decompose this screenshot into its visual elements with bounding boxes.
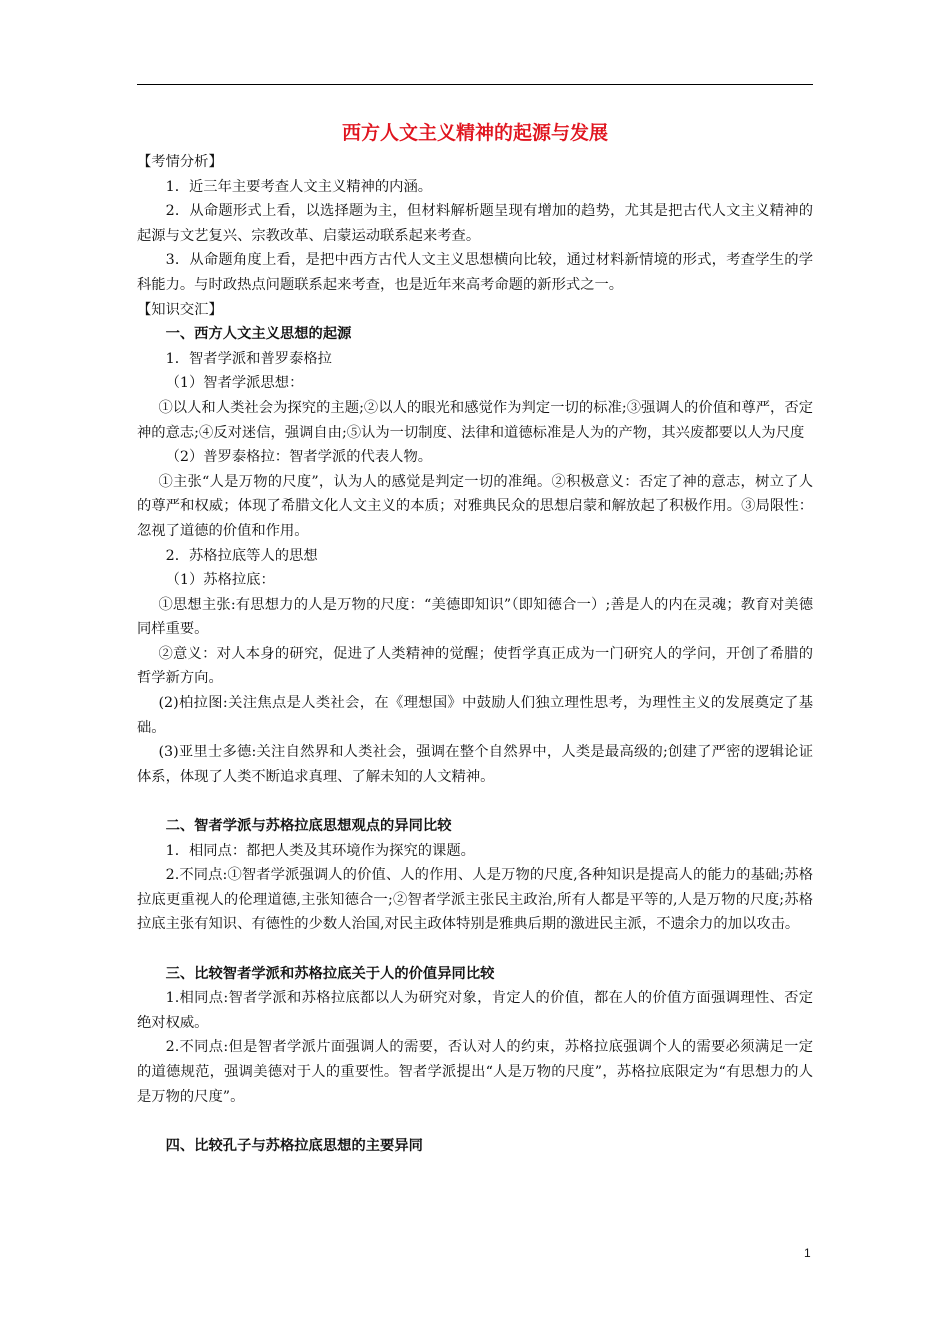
- document-body: [137, 120, 813, 1158]
- paragraph: (2)柏拉图:关注焦点是人类社会，在《理想国》中鼓励人们独立理性思考，为理性主义的发展奠定了基础。: [137, 695, 813, 736]
- paragraph: 1．相同点：都把人类及其环境作为探究的课题。: [165, 842, 475, 859]
- paragraph: (3)亚里士多德:关注自然界和人类社会，强调在整个自然界中，人类是最高级的;创建了严密的逻辑论证体系，体现了人类不断追求真理、了解未知的人文精神。: [137, 744, 813, 785]
- paragraph: 1．智者学派和普罗泰格拉: [165, 350, 332, 367]
- spacer: [137, 789, 813, 814]
- heading-4: 四、比较孔子与苏格拉底思想的主要异同: [165, 1137, 423, 1154]
- section-label-kaoqing: 【考情分析】: [137, 154, 223, 170]
- paragraph: （1）苏格拉底：: [165, 572, 275, 589]
- heading-1: 一、西方人文主义思想的起源: [165, 326, 352, 343]
- paragraph: 1．近三年主要考查人文主义精神的内涵。: [165, 178, 433, 195]
- paragraph: 2.不同点:但是智者学派片面强调人的需要，否认对人的约束，苏格拉底强调个人的需要必须满足一定的道德规范，强调美德对于人的重要性。智者学派提出“人是万物的尺度”，苏格拉底限定为“有思想力的人是万物的尺度”。: [137, 1039, 813, 1105]
- document-title: 西方人文主义精神的起源与发展: [341, 122, 608, 144]
- paragraph: （1）智者学派思想：: [165, 375, 304, 392]
- heading-2: 二、智者学派与苏格拉底思想观点的异同比较: [165, 818, 452, 835]
- section-label-zhishi: 【知识交汇】: [137, 301, 223, 318]
- paragraph: 1.相同点:智者学派和苏格拉底都以人为研究对象，肯定人的价值，都在人的价值方面强调理性、否定绝对权威。: [137, 990, 813, 1031]
- header-rule: [137, 84, 813, 85]
- paragraph: （2）普罗泰格拉：智者学派的代表人物。: [165, 449, 433, 466]
- paragraph: ①以人和人类社会为探究的主题;②以人的眼光和感觉作为判定一切的标准;③强调人的价值和尊严，否定神的意志;④反对迷信，强调自由;⑤认为一切制度、法律和道德标准是人为的产物，其兴废都要以人为尺度: [137, 399, 813, 441]
- paragraph: ①主张“人是万物的尺度”，认为人的感觉是判定一切的准绳。②积极意义：否定了神的意志，树立了人的尊严和权威；体现了希腊文化人文主义的本质；对雅典民众的思想启蒙和解放起了积极作用。③局限性：忽视了道德的价值和作用。: [137, 473, 813, 539]
- paragraph: 2.不同点:①智者学派强调人的价值、人的作用、人是万物的尺度,各种知识是提高人的能力的基础;苏格拉底更重视人的伦理道德,主张知德合一;②智者学派主张民主政治,所有人都是平等的,人是万物的尺度;苏格拉底主张有知识、有德性的少数人治国,对民主政体特别是雅典后期的激进民主派，不遗余力的加以攻击。: [137, 867, 813, 933]
- paragraph: 2．苏格拉底等人的思想: [165, 547, 318, 564]
- paragraph: ②意义：对人本身的研究，促进了人类精神的觉醒；使哲学真正成为一门研究人的学问，开创了希腊的哲学新方向。: [137, 645, 813, 687]
- spacer: [137, 937, 813, 962]
- paragraph: 2．从命题形式上看，以选择题为主，但材料解析题呈现有增加的趋势，尤其是把古代人文主义精神的起源与文艺复兴、宗教改革、启蒙运动联系起来考查。: [137, 203, 813, 244]
- spacer: [137, 1109, 813, 1134]
- page-number: 1: [804, 1246, 811, 1260]
- heading-3: 三、比较智者学派和苏格拉底关于人的价值异同比较: [165, 965, 495, 982]
- paragraph: ①思想主张:有思想力的人是万物的尺度：“美德即知识”（即知德合一）;善是人的内在灵魂；教育对美德同样重要。: [137, 596, 813, 638]
- paragraph: 3．从命题角度上看，是把中西方古代人文主义思想横向比较，通过材料新情境的形式，考查学生的学科能力。与时政热点问题联系起来考查，也是近年来高考命题的新形式之一。: [137, 252, 813, 293]
